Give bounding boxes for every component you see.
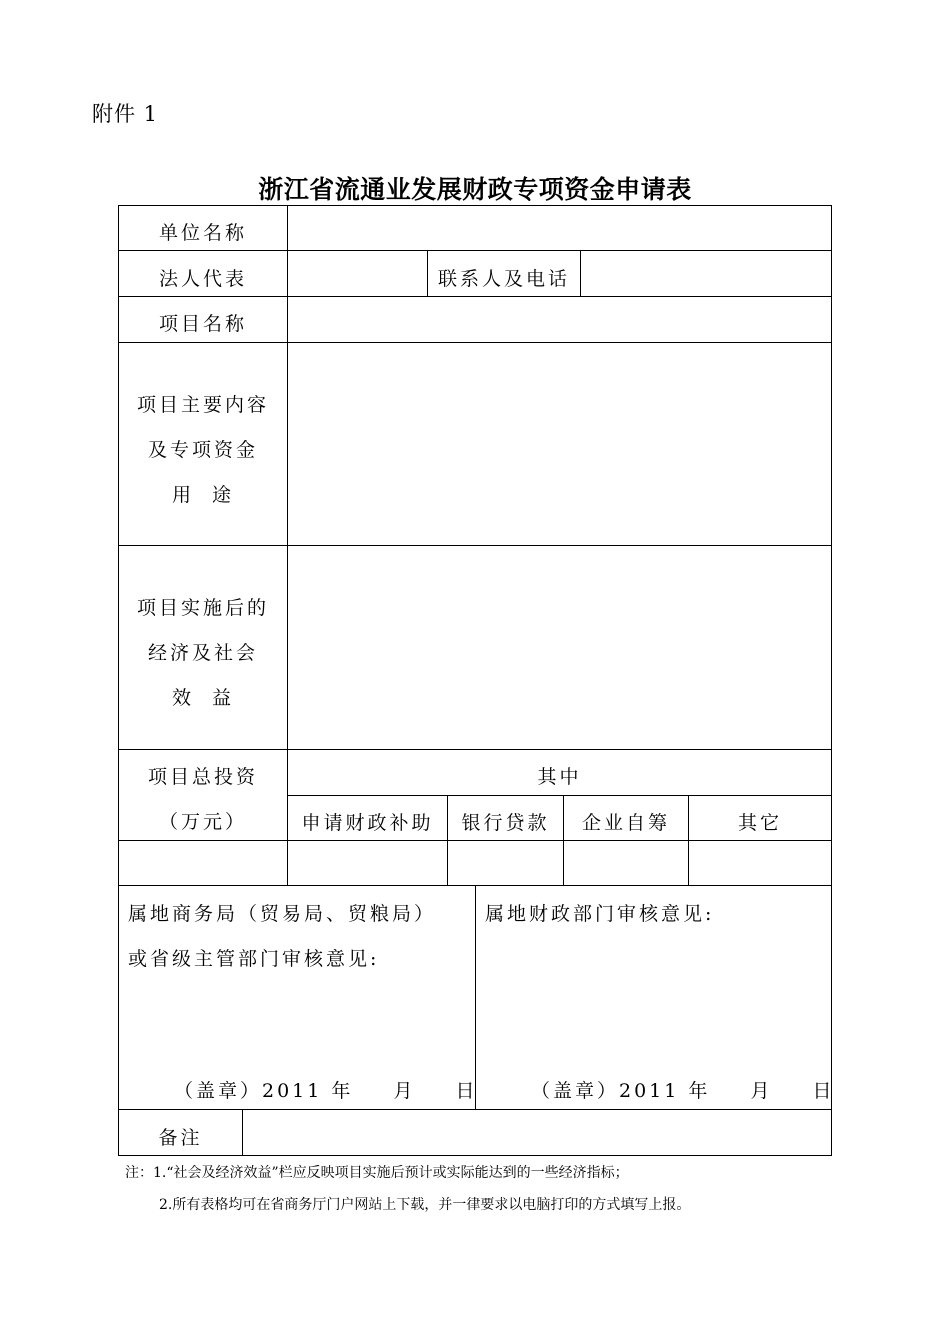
total-invest-label: 项目总投资 (147, 766, 258, 788)
project-name-label: 项目名称 (158, 313, 247, 335)
note-2: 2.所有表格均可在省商务厅门户网站上下载，并一律要求以电脑打印的方式填写上报。 (159, 1197, 691, 1213)
right-opinion-label: 属地财政部门审核意见: (485, 903, 715, 925)
content-label-line1: 项目主要内容 (136, 394, 269, 416)
attachment-label: 附件 1 (92, 102, 159, 126)
content-label-line2: 及专项资金 (147, 439, 258, 461)
note-1: 注：1.“社会及经济效益”栏应反映项目实施后预计或实际能达到的一些经济指标； (125, 1165, 629, 1181)
benefit-label-line3: 效 益 (171, 687, 235, 709)
remark-label: 备注 (158, 1127, 203, 1149)
left-opinion-line1: 属地商务局（贸易局、贸粮局） (128, 903, 437, 925)
unit-name-label: 单位名称 (158, 222, 247, 244)
seal-date-left: （盖章）2011 年 月 日 (174, 1080, 478, 1102)
left-opinion-line2: 或省级主管部门审核意见: (128, 948, 380, 970)
unit-wan-label: （万元） (158, 811, 247, 833)
among-label: 其中 (537, 766, 582, 788)
benefit-label-line1: 项目实施后的 (136, 597, 269, 619)
application-form-table (118, 205, 835, 1156)
legal-rep-label: 法人代表 (158, 268, 247, 290)
other-header: 其它 (737, 812, 782, 834)
contact-label: 联系人及电话 (437, 268, 570, 290)
seal-date-right: （盖章）2011 年 月 日 (531, 1080, 835, 1102)
fin-subsidy-header: 申请财政补助 (301, 812, 434, 834)
form-title: 浙江省流通业发展财政专项资金申请表 (258, 175, 692, 204)
bank-loan-header: 银行贷款 (461, 812, 550, 834)
benefit-label-line2: 经济及社会 (147, 642, 258, 664)
content-label-line3: 用 途 (171, 484, 235, 506)
self-raised-header: 企业自筹 (581, 812, 670, 834)
